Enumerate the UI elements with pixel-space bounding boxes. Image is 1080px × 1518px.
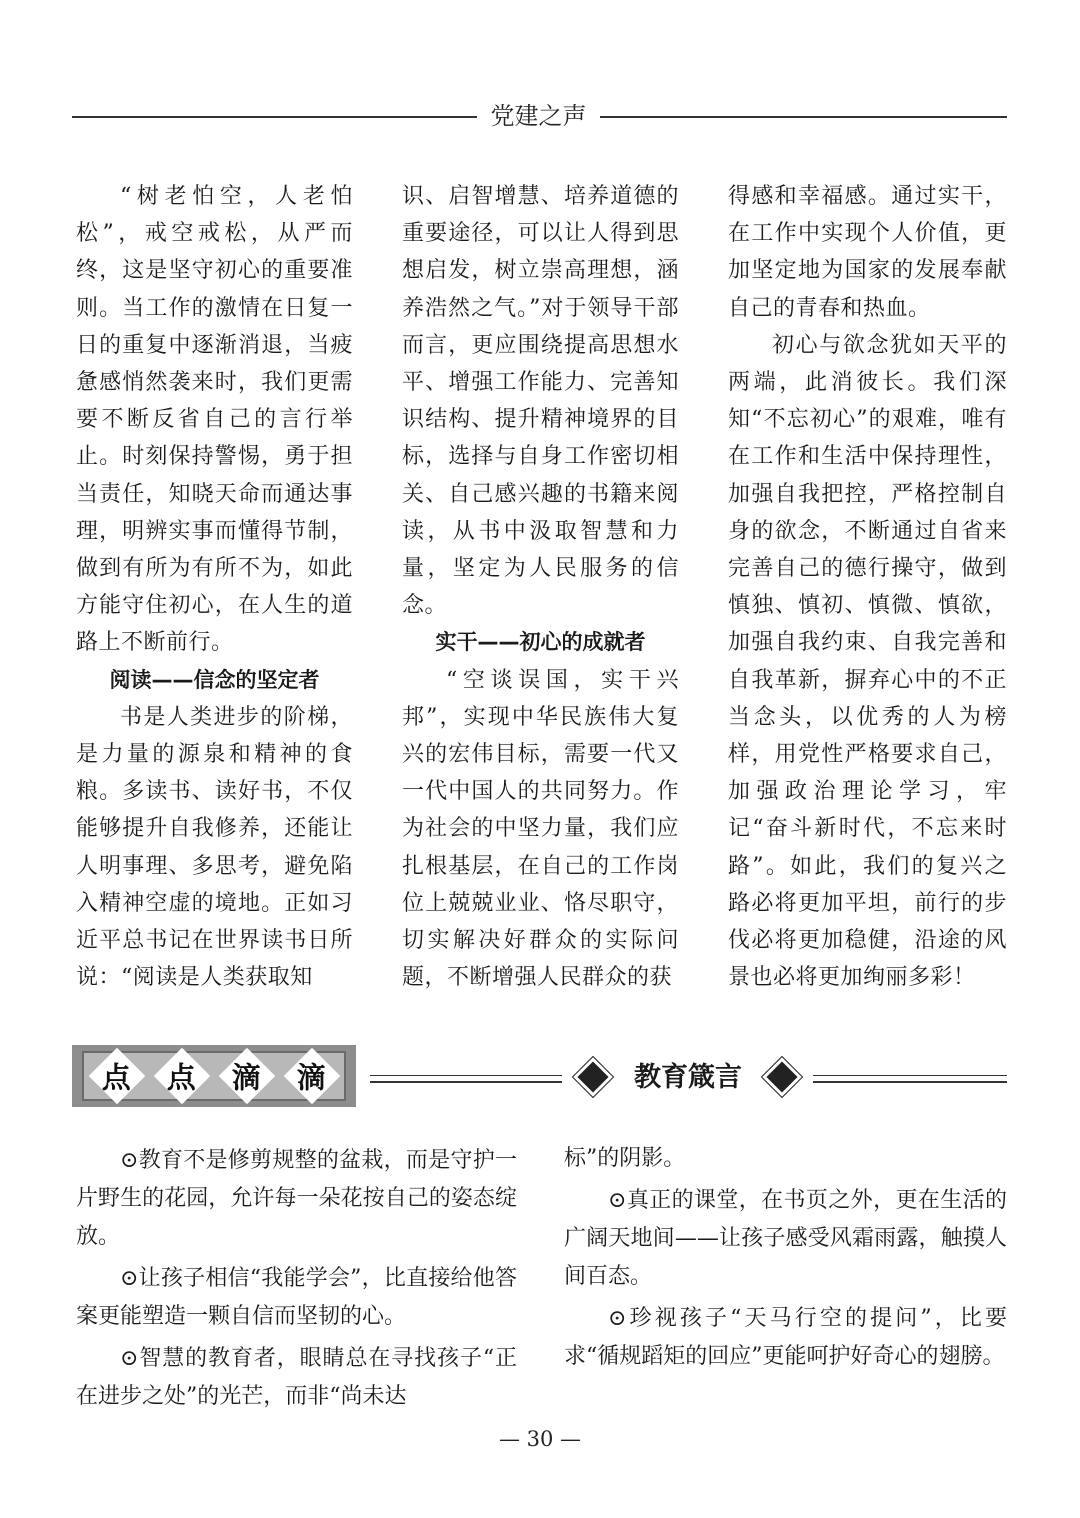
banner-diamond [283,1048,340,1105]
paragraph-continuation: 得感和幸福感。通过实干，在工作中实现个人价值，更加坚定地为国家的发展奉献自己的青春和热血。 [728,184,1007,321]
section-header [72,96,1007,136]
paragraph: “空谈误国，实干兴邦”，实现中华民族伟大复兴的宏伟目标，需要一代又一代中国人的共同努力。作为社会的中坚力量，我们应扎根基层，在自己的工作岗位上兢兢业业、恪尽职守，切实解决好群众的实际问题，不断增强人民群众的获 [402,667,679,991]
article-column-3 [728,178,1007,996]
quote-item: ⊙教育不是修剪规整的盆栽，而是守护一片野生的花园，允许每一朵花按自己的姿态绽放。 [76,1148,517,1249]
subheading-action: 实干——初心的成就者 [435,630,646,655]
banner-char: 滴 [296,1060,327,1095]
edu-rule-left [370,1075,562,1083]
article-column-2 [402,178,679,996]
page-number: — 30 — [498,1427,582,1451]
education-title: 教育箴言 [634,1062,742,1093]
quote-continuation: 标”的阴影。 [564,1146,686,1171]
diamond-icon [577,1061,608,1092]
paragraph: 初心与欲念犹如天平的两端，此消彼长。我们深知“不忘初心”的艰难，唯有在工作和生活中保持理性，加强自我把控，严格控制自身的欲念，不断通过自省来完善自己的德行操守，做到慎独、慎初、慎微、慎欲，加强自我约束、自我完善和自我革新，摒弃心中的不正当念头，以优秀的人为榜样，用党性严格要求自己，加强政治理论学习，牢记“奋斗新时代，不忘来时路”。如此，我们的复兴之路必将更加平坦，前行的步伐必将更加稳健，沿途的风景也必将更加绚丽多彩！ [728,332,1007,991]
quote-item: ⊙让孩子相信“我能学会”，比直接给他答案更能塑造一颗自信而坚韧的心。 [76,1266,517,1329]
banner-diamond [218,1048,275,1105]
quote-item: ⊙真正的课堂，在书页之外，更在生活的广阔天地间——让孩子感受风霜雨露，触摸人间百态。 [564,1188,1007,1289]
education-quotes-right [564,1140,1007,1380]
quote-item: ⊙智慧的教育者，眼睛总在寻找孩子“正在进步之处”的光芒，而非“尚未达 [76,1346,517,1409]
diamond-icon [766,1061,797,1092]
banner-char: 滴 [231,1060,262,1095]
paragraph: “树老怕空，人老怕松”，戒空戒松，从严而终，这是坚守初心的重要准则。当工作的激情在日复一日的重复中逐渐消退，当疲惫感悄然袭来时，我们更需要不断反省自己的言行举止。时刻保持警惕，勇于担当责任，知晓天命而通达事理，明辨实事而懂得节制，做到有所为有所不为，如此方能守住初心，在人生的道路上不断前行。 [76,184,353,656]
article-column-1 [76,178,353,996]
header-rule-left [72,116,477,118]
education-quotes-left [76,1142,517,1420]
banner-char: 点 [101,1060,132,1095]
subheading-reading: 阅读——信念的坚定者 [109,667,320,692]
banner-diamond [153,1048,210,1105]
header-rule-right [600,116,1007,118]
banner-diamond [88,1048,145,1105]
dian-dian-di-di-banner [72,1045,356,1107]
paragraph: 书是人类进步的阶梯，是力量的源泉和精神的食粮。多读书、读好书，不仅能够提升自我修养，还能让人明事理、多思考，避免陷入精神空虚的境地。正如习近平总书记在世界读书日所说：“阅读是人类获取知 [76,704,353,991]
edu-rule-right [813,1075,1007,1083]
quote-item: ⊙珍视孩子“天马行空的提问”，比要求“循规蹈矩的回应”更能呵护好奇心的翅膀。 [564,1306,1007,1369]
education-header [370,1058,1007,1098]
section-title: 党建之声 [490,102,587,130]
banner-char: 点 [166,1060,197,1095]
paragraph-continuation: 识、启智增慧、培养道德的重要途径，可以让人得到思想启发，树立崇高理想，涵养浩然之气。”对于领导干部而言，更应围绕提高思想水平、增强工作能力、完善知识结构、提升精神境界的目标，选择与自身工作密切相关、自己感兴趣的书籍来阅读，从书中汲取智慧和力量，坚定为人民服务的信念。 [402,184,679,619]
